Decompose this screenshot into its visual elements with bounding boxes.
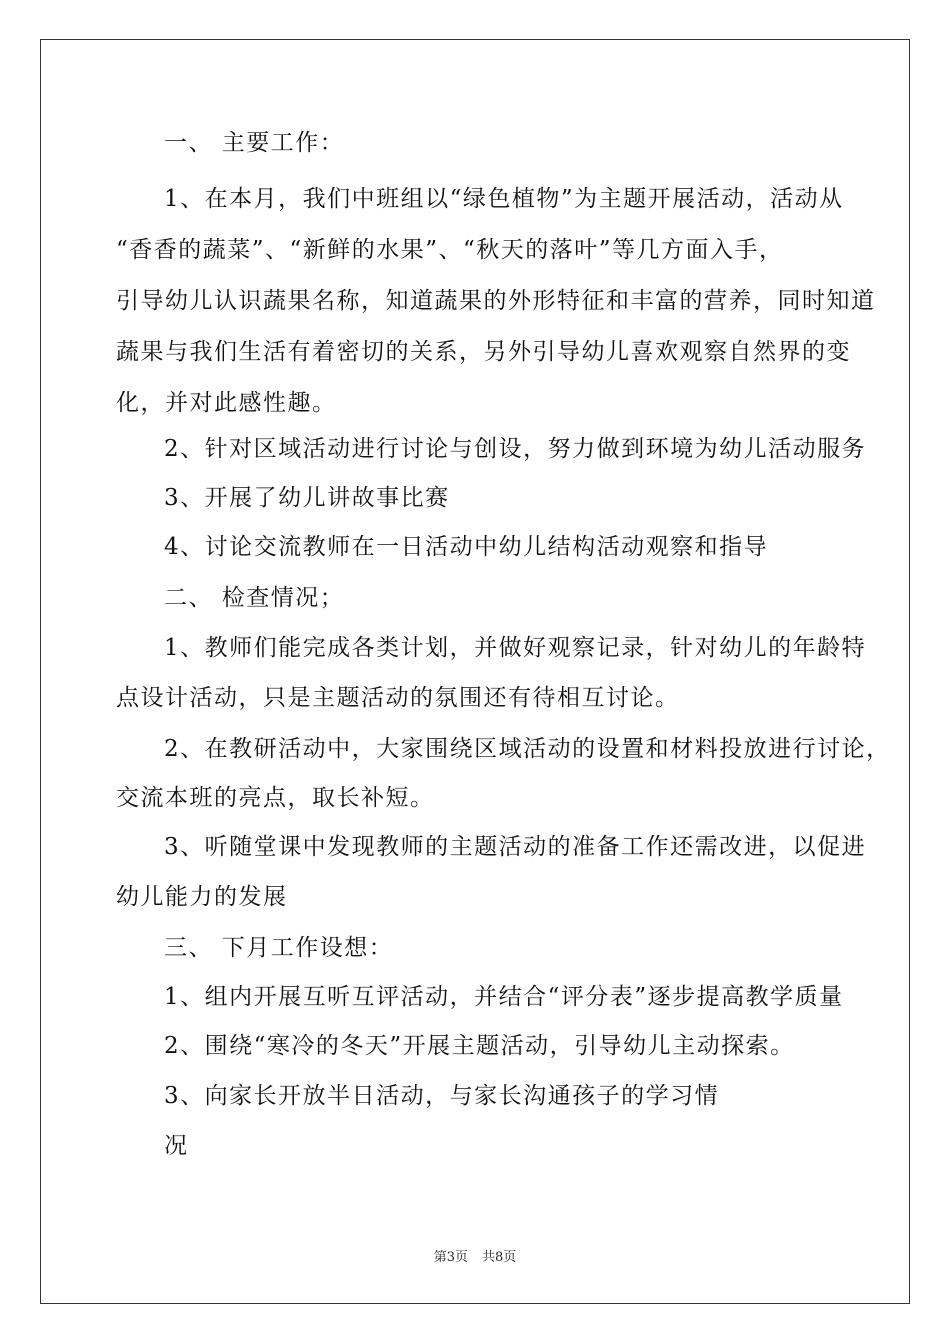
section-heading-next-month: 三、 下月工作设想：: [164, 935, 394, 961]
page-number-total: 共8页: [482, 1250, 517, 1265]
paragraph-line: 蔬果与我们生活有着密切的关系，另外引导幼儿喜欢观察自然界的变: [116, 339, 851, 365]
paragraph-line: 2、在教研活动中，大家围绕区域活动的设置和材料投放进行讨论，: [164, 736, 891, 762]
paragraph-line: 1、在本月，我们中班组以“绿色植物”为主题开展活动，活动从: [164, 186, 844, 212]
paragraph-line: 3、向家长开放半日活动，与家长沟通孩子的学习情: [164, 1083, 720, 1109]
paragraph-line: 1、组内开展互听互评活动，并结合“评分表”逐步提高教学质量: [164, 984, 844, 1010]
paragraph-line: 幼儿能力的发展: [116, 884, 288, 910]
paragraph-line: 2、围绕“寒冷的冬天”开展主题活动，引导幼儿主动探索。: [164, 1033, 795, 1059]
section-heading-main-work: 一、 主要工作：: [164, 130, 345, 156]
page-number-current: 第3页: [433, 1250, 468, 1265]
paragraph-line: 4、讨论交流教师在一日活动中幼儿结构活动观察和指导: [164, 534, 769, 560]
paragraph-line: 3、听随堂课中发现教师的主题活动的准备工作还需改进，以促进: [164, 834, 867, 860]
paragraph-line: 化，并对此感性趣。: [116, 390, 337, 416]
paragraph-line: “香香的蔬菜”、“新鲜的水果”、“秋天的落叶”等几方面入手，: [116, 237, 784, 263]
page-footer: [0, 1246, 950, 1265]
paragraph-line: 交流本班的亮点，取长补短。: [116, 785, 435, 811]
paragraph-line: 2、针对区域活动进行讨论与创设，努力做到环境为幼儿活动服务: [164, 436, 867, 462]
page-border: [40, 39, 910, 1304]
paragraph-line: 引导幼儿认识蔬果名称，知道蔬果的外形特征和丰富的营养，同时知道: [116, 288, 876, 314]
paragraph-line: 3、开展了幼儿讲故事比赛: [164, 485, 450, 511]
paragraph-line: 况: [164, 1133, 189, 1159]
section-heading-inspection: 二、 检查情况；: [164, 585, 345, 611]
paragraph-line: 点设计活动，只是主题活动的氛围还有待相互讨论。: [116, 685, 680, 711]
paragraph-line: 1、教师们能完成各类计划，并做好观察记录，针对幼儿的年龄特: [164, 635, 867, 661]
